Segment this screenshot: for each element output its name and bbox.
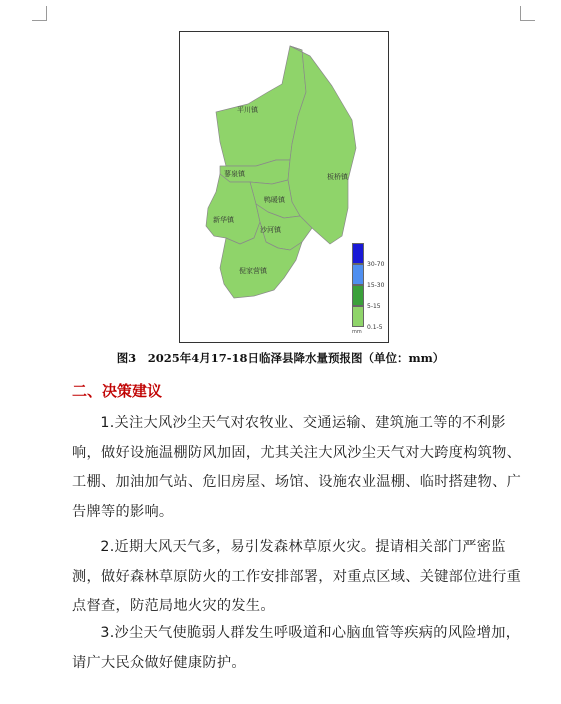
paragraph-3: 3.沙尘天气使脆弱人群发生呼吸道和心脑血管等疾病的风险增加，请广大民众做好健康防护。 — [72, 625, 521, 671]
legend-swatch-15-30 — [352, 264, 364, 285]
town-label-pingchuan: 平川镇 — [237, 106, 258, 114]
crop-mark-top-left — [32, 6, 47, 21]
legend-label-15-30: 15-30 — [367, 282, 385, 289]
legend-swatch-30-70 — [352, 243, 364, 264]
legend-swatch-0.1-5 — [352, 306, 364, 327]
town-label-xinhua: 新华镇 — [213, 216, 234, 224]
town-label-yanuan: 鸭暖镇 — [264, 196, 285, 204]
town-label-liaoquan: 蓼泉镇 — [224, 170, 245, 178]
town-label-banqiao: 板桥镇 — [327, 173, 348, 181]
crop-mark-top-right — [520, 6, 535, 21]
legend-label-5-15: 5-15 — [367, 303, 381, 310]
figure-caption: 图3 2025年4月17-18日临泽县降水量预报图（单位：mm） — [116, 351, 445, 365]
legend-label-30-70: 30-70 — [367, 261, 385, 268]
precipitation-map — [179, 31, 389, 343]
paragraph-1: 1.关注大风沙尘天气对农牧业、交通运输、建筑施工等的不利影响，做好设施温棚防风加固，尤其关注大风沙尘天气对大跨度构筑物、工棚、加油加气站、危旧房屋、场馆、设施农业温棚、临时搭建物、广告牌等的影响。 — [72, 415, 522, 520]
legend-unit: mm — [352, 329, 362, 335]
town-label-nijiaying: 倪家营镇 — [239, 267, 267, 275]
town-label-shahe: 沙河镇 — [260, 226, 281, 234]
legend-label-0.1-5: 0.1-5 — [367, 324, 383, 331]
section-title: 二、决策建议 — [72, 382, 163, 400]
legend-swatch-5-15 — [352, 285, 364, 306]
paragraph-2: 2.近期大风天气多，易引发森林草原火灾。提请相关部门严密监测，做好森林草原防火的工作安排部署，对重点区域、关键部位进行重点督查，防范局地火灾的发生。 — [72, 539, 522, 614]
